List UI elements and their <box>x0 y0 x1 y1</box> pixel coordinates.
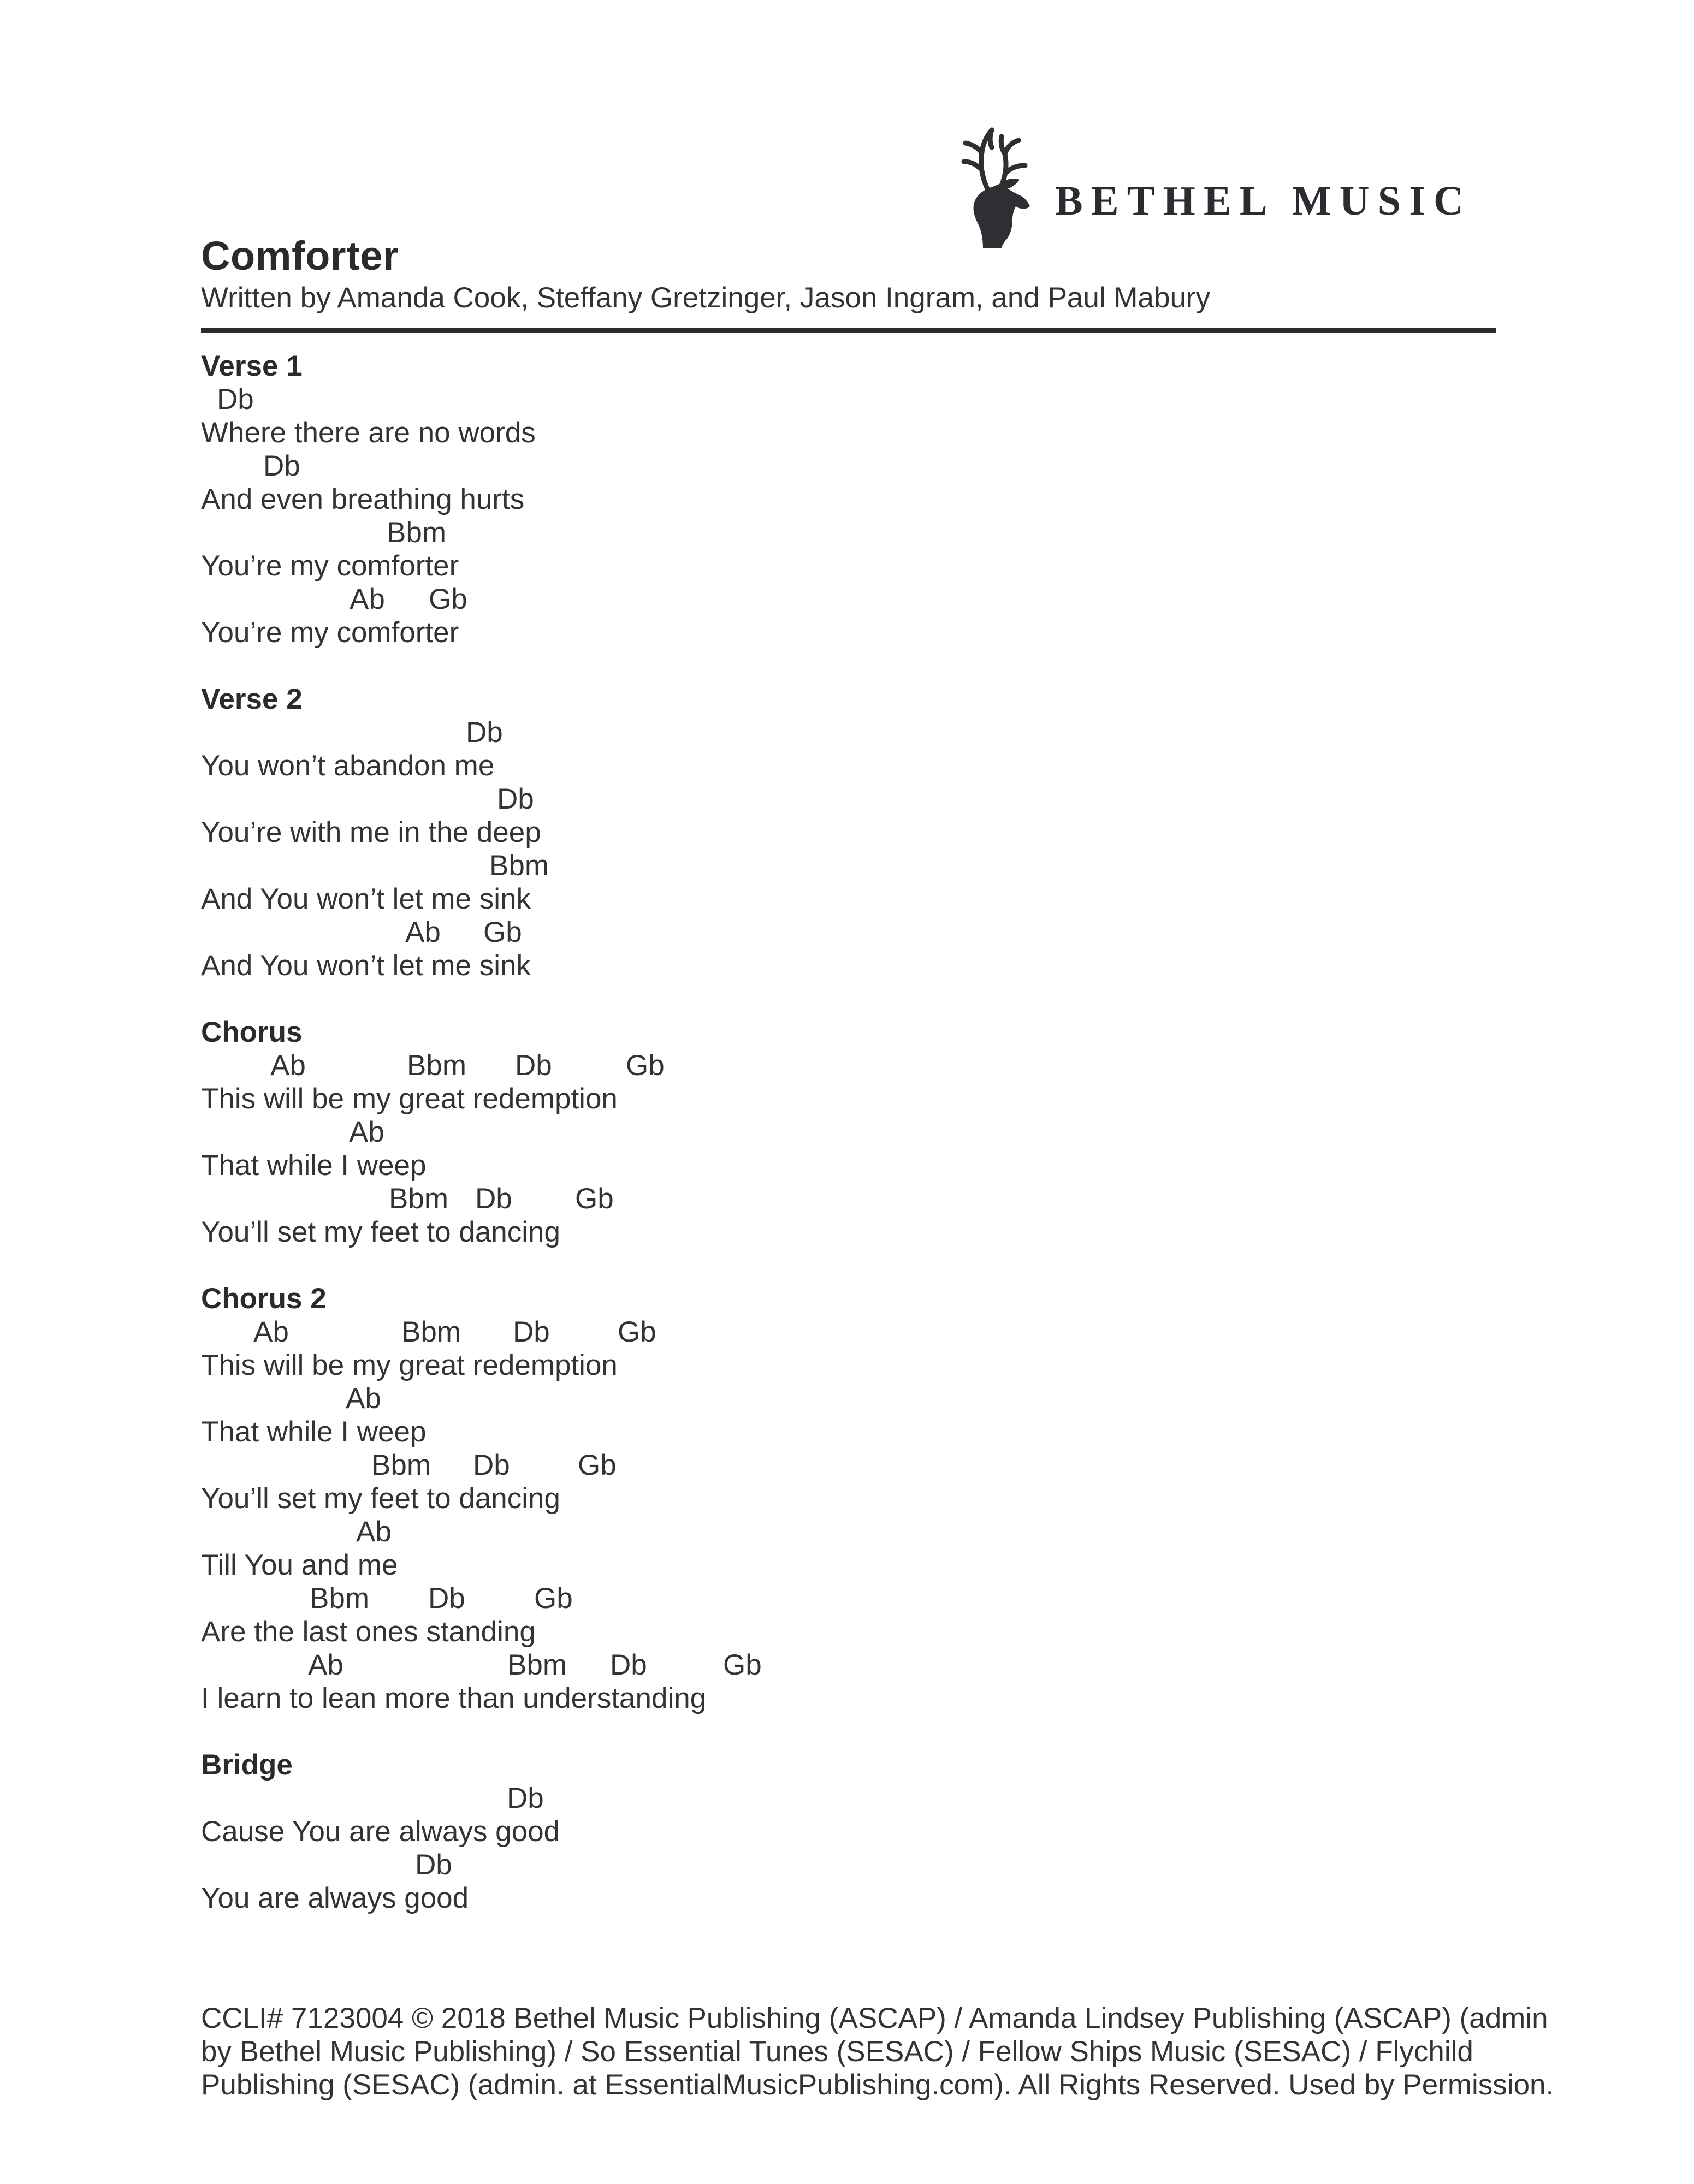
lyric-line: And You won’t let me sink <box>201 949 531 982</box>
chord: Db <box>428 1582 465 1615</box>
chord-line <box>201 583 1512 616</box>
chord: Ab <box>308 1649 343 1681</box>
section-heading: Verse 2 <box>201 683 303 715</box>
song-section <box>201 682 1512 982</box>
chord: Ab <box>405 916 441 948</box>
song-section <box>201 1748 1512 1915</box>
chord-line <box>201 1449 1512 1482</box>
chord: Ab <box>349 1116 384 1148</box>
lyric-line: This will be my great redemption <box>201 1349 618 1381</box>
song-sections <box>201 349 1512 1948</box>
lyric-line: You are always good <box>201 1882 469 1914</box>
chord-line <box>201 916 1512 949</box>
chord: Ab <box>356 1516 392 1548</box>
chord: Bbm <box>401 1316 461 1348</box>
chord-line <box>201 1382 1512 1415</box>
lyric-line: Till You and me <box>201 1549 398 1581</box>
chord-line <box>201 849 1512 882</box>
brand-wordmark: BETHEL MUSIC <box>1055 178 1472 224</box>
chord-line <box>201 1648 1512 1682</box>
chord: Bbm <box>310 1582 369 1615</box>
lyric-line: And You won’t let me sink <box>201 883 531 915</box>
chord-line <box>201 1315 1512 1349</box>
lyric-line: You won’t abandon me <box>201 750 495 782</box>
chord-line <box>201 1182 1512 1215</box>
chord-line <box>201 449 1512 483</box>
chord: Bbm <box>387 517 446 549</box>
chord: Gb <box>723 1649 762 1681</box>
lyric-line: You’re my comforter <box>201 616 459 649</box>
deer-stag-icon <box>955 124 1036 248</box>
chord: Gb <box>429 583 467 615</box>
song-section <box>201 349 1512 649</box>
lyric-line: Cause You are always good <box>201 1815 560 1848</box>
chord-line <box>201 1782 1512 1815</box>
chord-line <box>201 1582 1512 1615</box>
chord-line <box>201 1115 1512 1149</box>
chord: Db <box>415 1849 452 1881</box>
chord: Db <box>515 1049 552 1082</box>
bethel-music-logo <box>955 124 1479 250</box>
chord-line <box>201 1515 1512 1548</box>
chord: Db <box>507 1782 544 1814</box>
lyric-line: I learn to lean more than understanding <box>201 1682 707 1714</box>
chord: Bbm <box>371 1449 431 1481</box>
chord: Bbm <box>407 1049 466 1082</box>
chord-line <box>201 1049 1512 1082</box>
section-heading: Bridge <box>201 1749 293 1781</box>
chord-line <box>201 1848 1512 1882</box>
chord: Db <box>263 450 300 482</box>
song-credits: Written by Amanda Cook, Steffany Gretzinger, Jason Ingram, and Paul Mabury <box>201 282 1211 314</box>
chord: Db <box>473 1449 510 1481</box>
chord: Db <box>217 383 254 416</box>
chord: Gb <box>575 1183 614 1215</box>
song-section <box>201 1016 1512 1249</box>
chord-line <box>201 716 1512 749</box>
chord: Db <box>513 1316 550 1348</box>
chord-line <box>201 383 1512 416</box>
chord-line <box>201 782 1512 816</box>
section-heading: Verse 1 <box>201 350 303 382</box>
chord: Db <box>466 716 503 749</box>
chord: Gb <box>483 916 522 948</box>
lyric-line: Where there are no words <box>201 417 536 449</box>
lyric-line: This will be my great redemption <box>201 1083 618 1115</box>
divider-rule <box>201 328 1496 333</box>
lyric-line: You’re with me in the deep <box>201 816 541 848</box>
lyric-line: You’re my comforter <box>201 550 459 582</box>
chord: Db <box>497 783 534 815</box>
chord: Bbm <box>489 850 549 882</box>
chord: Ab <box>253 1316 289 1348</box>
chord: Db <box>610 1649 647 1681</box>
section-heading: Chorus <box>201 1016 303 1048</box>
copyright-line: Publishing (SESAC) (admin. at EssentialMusicPublishing.com). All Rights Reserved. Used by Permission. <box>201 2069 1554 2101</box>
section-heading: Chorus 2 <box>201 1283 327 1315</box>
song-section <box>201 1282 1512 1715</box>
chord: Gb <box>618 1316 656 1348</box>
copyright-line: CCLI# 7123004 © 2018 Bethel Music Publishing (ASCAP) / Amanda Lindsey Publishing (ASCAP) (admin <box>201 2002 1548 2034</box>
lyric-line: And even breathing hurts <box>201 483 525 515</box>
chord-line <box>201 516 1512 549</box>
lyric-line: That while I weep <box>201 1149 427 1182</box>
chord: Db <box>475 1183 512 1215</box>
copyright-line: by Bethel Music Publishing) / So Essential Tunes (SESAC) / Fellow Ships Music (SESAC) / Flychild <box>201 2035 1473 2068</box>
lyric-line: That while I weep <box>201 1416 427 1448</box>
chord: Bbm <box>389 1183 448 1215</box>
copyright-footer <box>201 2002 1554 2102</box>
lyric-line: You’ll set my feet to dancing <box>201 1482 560 1515</box>
chord: Gb <box>534 1582 573 1615</box>
chord: Ab <box>350 583 385 615</box>
lyric-line: You’ll set my feet to dancing <box>201 1216 560 1248</box>
chord: Ab <box>270 1049 306 1082</box>
chord: Gb <box>626 1049 665 1082</box>
song-title: Comforter <box>201 233 399 278</box>
chord: Bbm <box>507 1649 567 1681</box>
chord: Gb <box>578 1449 617 1481</box>
lyric-line: Are the last ones standing <box>201 1616 536 1648</box>
chord: Ab <box>346 1382 381 1415</box>
